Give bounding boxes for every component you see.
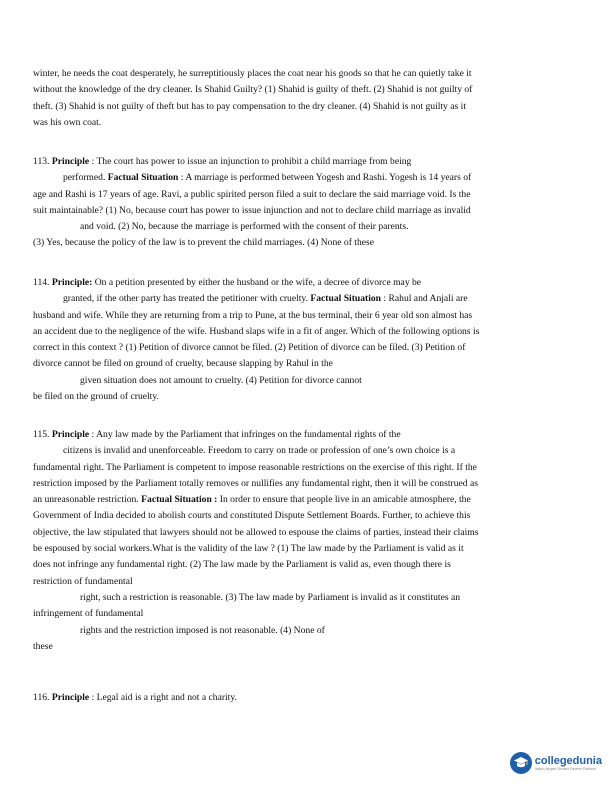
principle-label: Principle [51, 156, 90, 167]
factual-situation-label: Factual Situation [310, 293, 382, 305]
question-number: 113. [33, 156, 50, 167]
text-line: without the knowledge of the dry cleaner. Is Shahid Guilty? (1) Shahid is guilty of theft. (2) Shahid is not guilty of [33, 84, 473, 96]
text-line: rights and the restriction imposed is not reasonable. (4) None of [80, 624, 325, 636]
question-number: 115. [33, 429, 50, 440]
brand-tagline: India's largest Student Review Platform [534, 766, 596, 771]
principle-text: : Legal aid is a right and not a charity. [89, 692, 237, 703]
question-112-continuation [33, 66, 593, 131]
principle-text: On a petition presented by either the husband or the wife, a decree of divorce may be [92, 277, 422, 288]
text-line: right, such a restriction is reasonable. (3) The law made by Parliament is invalid as it constitutes an [80, 591, 461, 603]
text-line: infringement of fundamental [33, 608, 144, 620]
text-line: and void. (2) No, because the marriage is performed with the consent of their parents. [80, 221, 409, 233]
text-line: age and Rashi is 17 years of age. Ravi, a public spirited person filed a suit to declare the said marriage void. Is the [33, 188, 471, 200]
principle-text: : Any law made by the Parliament that infringes on the fundamental rights of the [89, 429, 401, 440]
text-line: correct in this context ? (1) Petition of divorce cannot be filed. (2) Petition of divorce can be filed. (3) Petition of [33, 342, 466, 354]
text-line: husband and wife. While they are returning from a trip to Pune, at the bus terminal, their 6 year old son almost has [33, 309, 473, 321]
text-line: winter, he needs the coat desperately, he surreptitiously places the coat near his goods so that he can quietly take it [33, 68, 472, 79]
text-line: suit maintainable? (1) No, because court has power to issue injunction and not to declare child marriage as invalid [33, 204, 471, 216]
text-line: these [33, 640, 53, 652]
text-line: Government of India decided to abolish courts and constituted Dispute Settlement Boards. Further, to achieve this [33, 510, 471, 522]
text-line: was his own coat. [33, 116, 102, 128]
question-115: 115. Principle : Any law made by the Parliament that infringes on the fundamental rights of the citizens is invalid and unenforceable. Freedom to carry on trade or profession of one’s own choice is a fundamental right. The Parliament is competent to impose reasonable restrictions on the exercise of this right. If the restriction imposed by the Parliament totally removes or nullifies any fundamental right, then it will be construed as an unreasonable restriction. Factual Situation : In order to ensure that people live in an amicable atmosphere, the Government of India decided to abolish courts and constituted Dispute Settlement Boards. Further, to achieve this objective, the law stipulated that lawyers should not be allowed to espouse the claims of parties, instead their claims be espoused by social workers.What is the validity of the law ? (1) The law made by the Parliament is valid as it does not infringe any fundamental right. (2) The law made by the Parliament is valid as, even though there is restriction of fundamental right, such a restriction is reasonable. (3) The law made by Parliament is invalid as it constitutes an infringement of fundamental rights and the restriction imposed is not reasonable. (4) None of these [33, 427, 593, 655]
text-line: objective, the law stipulated that lawyers should not be allowed to espouse the claims of parties, instead their claims [33, 526, 479, 538]
text-line: be filed on the ground of cruelty. [33, 391, 159, 403]
principle-label: Principle: [51, 277, 93, 288]
text-line: (3) Yes, because the policy of the law is to prevent the child marriages. (4) None of these [33, 237, 375, 249]
question-114: 114. Principle: On a petition presented by either the husband or the wife, a decree of divorce may be granted, if the other party has treated the petitioner with cruelty. Factual Situation : Rahul and Anjali are husband and wife. While they are returning from a trip to Pune, at the bus terminal, their 6 year old son almost has an accident due to the negligence of the wife. Husband slaps wife in a fit of anger. Which of the following options is correct in this context ? (1) Petition of divorce cannot be filed. (2) Petition of divorce can be filed. (3) Petition of divorce cannot be filed on ground of cruelty, because slapping by Rahul in the given situation does not amount to cruelty. (4) Petition for divorce cannot be filed on the ground of cruelty. [33, 275, 593, 405]
graduate-cap-icon [510, 752, 532, 774]
text-line: restriction imposed by the Parliament totally removes or nullifies any fundamental right, then it will be construed as [33, 477, 478, 489]
factual-situation-label: Factual Situation [107, 172, 179, 184]
text-line: given situation does not amount to cruelty. (4) Petition for divorce cannot [80, 374, 362, 386]
principle-label: Principle [51, 692, 90, 703]
text-line: theft. (3) Shahid is not guilty of theft but has to pay compensation to the dry cleaner. (4) Shahid is not guilty as it [33, 100, 466, 112]
text-line: citizens is invalid and unenforceable. Freedom to carry on trade or profession of one’s own choice is a [63, 445, 456, 457]
factual-situation-label: Factual Situation : [141, 494, 218, 506]
text-line: restriction of fundamental [33, 575, 133, 587]
brand-name: collegedunia [534, 754, 602, 767]
text-line: be espoused by social workers.What is the validity of the law ? (1) The law made by the Parliament is valid as it [33, 543, 464, 555]
principle-text: : The court has power to issue an injunction to prohibit a child marriage from being [89, 156, 412, 167]
principle-label: Principle [51, 429, 90, 440]
question-number: 114. [33, 277, 50, 288]
text-line: does not infringe any fundamental right. (2) The law made by the Parliament is valid as, even though there is [33, 559, 451, 571]
collegedunia-logo [510, 752, 602, 774]
question-113: 113. Principle : The court has power to issue an injunction to prohibit a child marriage from being performed. Factual Situation : A marriage is performed between Yogesh and Rashi. Yogesh is 14 years of age and Rashi is 17 years of age. Ravi, a public spirited person filed a suit to declare the said marriage void. Is the suit maintainable? (1) No, because court has power to issue injunction and not to declare child marriage as invalid and void. (2) No, because the marriage is performed with the consent of their parents. (3) Yes, because the policy of the law is to prevent the child marriages. (4) None of these [33, 154, 593, 252]
text-line: an accident due to the negligence of the wife. Husband slaps wife in a fit of anger. Which of the following options is [33, 325, 480, 337]
text-line: divorce cannot be filed on ground of cruelty, because slapping by Rahul in the [33, 358, 333, 370]
text-line: fundamental right. The Parliament is competent to impose reasonable restrictions on the exercise of this right. If the [33, 461, 477, 473]
question-number: 116. [33, 692, 50, 703]
question-116 [33, 690, 593, 706]
